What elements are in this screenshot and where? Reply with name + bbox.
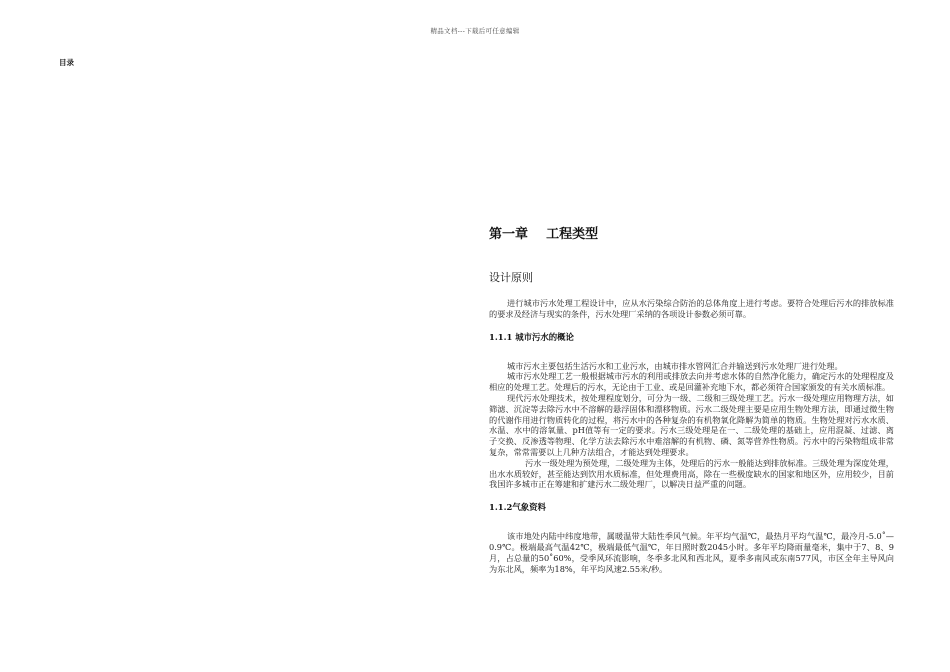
subsection1-paragraph-4: 污水一级处理为预处理，二级处理为主体，处理后的污水一般能达到排放标准。三级处理为深度处理，出水水质较好，甚至能达到饮用水质标准，但处理费用高，除在一些极度缺水的国家和地区外，应用较少，目前我国许多城市正在筹建和扩建污水二级处理厂，以解决日益严重的问题。 (489, 457, 894, 490)
subsection-heading-1: 1.1.1 城市污水的概论 (489, 331, 574, 342)
subsection2-paragraph-1: 该市地处内陆中纬度地带，属暖温带大陆性季风气候。年平均气温℃，最热月平均气温℃，最冷月-5.0˚—0.9℃。极端最高气温42℃，极端最低气温℃，年日照时数2045小时。多年平均降雨量毫米，集中于7、8、9月，占总量的50˚60%，受季风环流影响，冬季多北风和西北风，夏季多南风或东南577风，市区全年主导风向为东北风，频率为18%，年平均风速2.55米/秒。 (489, 531, 894, 574)
subsection1-paragraph-3: 现代污水处理技术，按处理程度划分，可分为一级、二级和三级处理工艺。污水一级处理应用物理方法，如筛滤、沉淀等去除污水中不溶解的悬浮固体和漂移物质。污水二级处理主要是应用生物处理方法，即通过微生物的代谢作用进行物质转化的过程，将污水中的各种复杂的有机物氧化降解为简单的物质。生物处理对污水水质、水温、水中的溶氧量、pH值等有一定的要求。污水三级处理是在一、二级处理的基础上，应用混凝、过滤、离子交换、反渗透等物理、化学方法去除污水中难溶解的有机物、磷、氮等营养性物质。污水中的污染物组成非常复杂，常常需要以上几种方法组合，才能达到处理要求。 (489, 392, 894, 457)
subsection-heading-2: 1.1.2气象资料 (489, 502, 546, 513)
subsection1-paragraph-2: 城市污水处理工艺一般根据城市污水的利用或排放去向并考虑水体的自然净化能力，确定污水的处理程度及相应的处理工艺。处理后的污水，无论由于工业、或是回灌补充地下水，都必须符合国家颁发的有关水质标准。 (489, 371, 894, 393)
section-intro-paragraph: 进行城市污水处理工程设计中，应从水污染综合防治的总体角度上进行考虑。要符合处理后污水的排放标准的要求及经济与现实的条件，污水处理厂采纳的各项设计参数必须可靠。 (489, 298, 894, 319)
page-watermark: 精品文档---下载后可任意编辑 (430, 27, 520, 35)
document-body (489, 224, 894, 574)
subsection1-paragraph-1: 城市污水主要包括生活污水和工业污水，由城市排水管网汇合并输送到污水处理厂进行处理。 (507, 360, 843, 371)
toc-title: 目录 (59, 58, 74, 67)
chapter-title: 第一章 工程类型 (489, 227, 599, 242)
section-title: 设计原则 (489, 271, 533, 284)
